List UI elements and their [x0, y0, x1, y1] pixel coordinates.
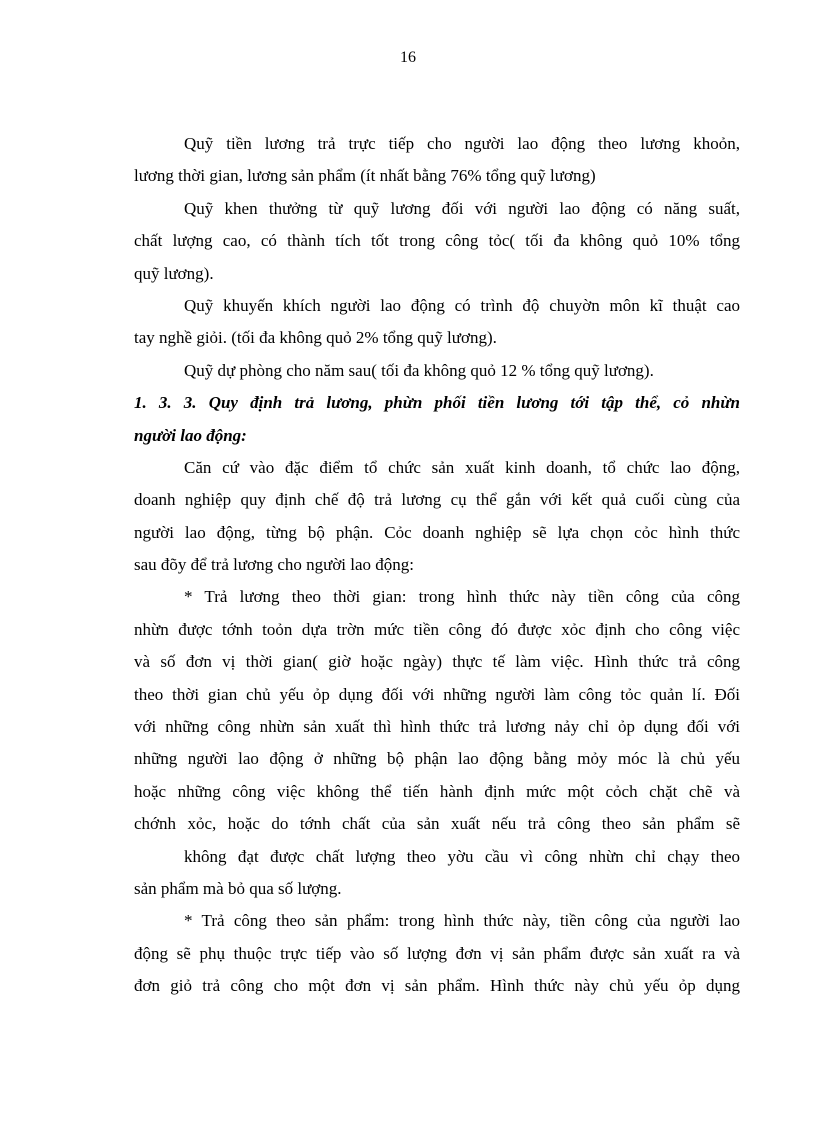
- body-text-line: * Trả công theo sản phẩm: trong hình thức này, tiền công của người lao: [184, 911, 740, 931]
- body-text-line: hoặc những công việc không thể tiến hành định mức một cỏch chặt chẽ và: [134, 781, 740, 801]
- body-text-line: quỹ lương).: [134, 263, 214, 283]
- body-text-line: Quỹ tiền lương trả trực tiếp cho người lao động theo lương khoỏn,: [184, 134, 740, 153]
- body-text-line: Căn cứ vào đặc điểm tổ chức sản xuất kinh doanh, tổ chức lao động,: [184, 457, 740, 477]
- body-text-line: * Trả lương theo thời gian: trong hình thức này tiền công của công: [184, 587, 740, 607]
- section-heading-line: 1. 3. 3. Quy định trả lương, phừn phối tiền lương tới tập thể, cỏ nhừn: [134, 393, 740, 413]
- document-body: [134, 128, 740, 1003]
- body-text-line: Quỹ khen thưởng từ quỹ lương đối với người lao động có năng suất,: [184, 198, 740, 218]
- body-text-line: Quỹ khuyến khích người lao động có trình độ chuyờn môn kĩ thuật cao: [184, 295, 740, 315]
- body-text-line: sau đõy để trả lương cho người lao động:: [134, 555, 415, 575]
- body-text-line: nhừn được tớnh toỏn dựa trờn mức tiền công đó được xỏc định cho công việc: [134, 619, 740, 639]
- body-text-line: doanh nghiệp quy định chế độ trả lương cụ thể gắn với kết quả cuối cùng của: [134, 490, 740, 510]
- page-number: 16: [400, 49, 416, 66]
- body-text-line: lương thời gian, lương sản phẩm (ít nhất bằng 76% tổng quỹ lương): [134, 166, 596, 186]
- body-text-line: theo thời gian chủ yếu ỏp dụng đối với những người làm công tỏc quản lí. Đối: [134, 684, 740, 704]
- body-text-line: Quỹ dự phòng cho năm sau( tối đa không quỏ 12 % tổng quỹ lương).: [184, 360, 654, 380]
- body-text-line: động sẽ phụ thuộc trực tiếp vào số lượng đơn vị sản phẩm được sản xuất ra và: [134, 943, 740, 963]
- body-text-line: không đạt được chất lượng theo yờu cầu vì công nhừn chỉ chạy theo: [184, 846, 740, 866]
- body-text-line: với những công nhừn sản xuất thì hình thức trả lương nảy chỉ ỏp dụng đối với: [134, 717, 740, 737]
- body-text-line: chớnh xỏc, hoặc do tớnh chất của sản xuất nếu trả công theo sản phẩm sẽ: [134, 814, 740, 834]
- body-text-line: sản phẩm mà bỏ qua số lượng.: [134, 878, 342, 898]
- section-heading-line: người lao động:: [134, 425, 247, 445]
- body-text-line: và số đơn vị thời gian( giờ hoặc ngày) thực tế làm việc. Hình thức trả công: [134, 652, 740, 672]
- body-text-line: chất lượng cao, có thành tích tốt trong công tỏc( tối đa không quỏ 10% tổng: [134, 231, 740, 251]
- body-text-line: những người lao động ở những bộ phận lao động bằng mỏy móc là chủ yếu: [134, 749, 740, 769]
- body-text-line: đơn giỏ trả công cho một đơn vị sản phẩm. Hình thức này chủ yếu ỏp dụng: [134, 976, 740, 996]
- body-text-line: tay nghề giỏi. (tối đa không quỏ 2% tổng quỹ lương).: [134, 328, 497, 348]
- body-text-line: người lao động, từng bộ phận. Cỏc doanh nghiệp sẽ lựa chọn cỏc hình thức: [134, 522, 740, 542]
